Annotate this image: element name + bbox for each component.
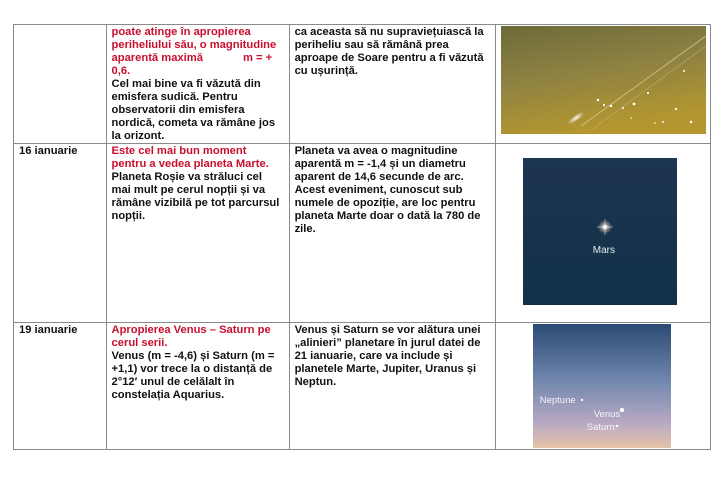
planet-label-venus: Venus [593,409,621,420]
date-cell [14,25,107,144]
detail-cell [289,144,495,323]
events-table [13,24,711,450]
image-cell [495,144,710,323]
detail-text: Venus și Saturn se vor alătura unei „alinieri” planetare în jurul datei de 21 ianuarie, care va include și planetele Marte, Jupiter, Uranus și Neptun. [294,324,481,388]
planet-label-neptune: Neptune [539,395,576,406]
mars-star-chart [523,158,677,305]
description-cell [106,144,289,323]
highlight-text: Este cel mai bun moment pentru a vedea planeta Marte. [111,145,269,170]
detail-text: ca aceasta să nu supraviețuiască la periheliu sau să rămână prea aproape de Soare pentru a fi văzută cu ușurință. [294,26,484,77]
date-cell: 19 ianuarie [14,323,107,450]
table-row [14,323,711,450]
detail-cell [289,323,495,450]
planet-label-mars: Mars [592,245,615,256]
venus-saturn-sky-chart [533,324,671,448]
description-text: Cel mai bine va fi văzută din emisfera sudică. Pentru observatorii din emisfera nordică, cometa va rămâne jos la orizont. [111,78,276,142]
image-cell [495,25,710,144]
description-text: Venus (m = -4,6) și Saturn (m = +1,1) vor trece la o distanță de 2°12′ unul de celălalt în constelația Aquarius. [111,350,275,401]
date-cell: 16 ianuarie [14,144,107,323]
highlight-text: Apropierea Venus – Saturn pe cerul serii. [111,324,271,349]
image-cell [495,323,710,450]
table-row [14,25,711,144]
description-text: Planeta Roșie va străluci cel mai mult pe cerul nopții și va rămâne vizibilă pe tot parcursul nopții. [111,171,280,222]
magnitude-text: m = + 0,6. [111,52,273,77]
comet-sky-photo [501,26,706,134]
detail-text: Planeta va avea o magnitudine aparentă m = -1,4 și un diametru aparent de 14,6 secunde de arc. Acest eveniment, cunoscut sub numele de opoziție, are loc pentru planeta Marte doar o dată la 780 de zile. [294,145,481,235]
table-row [14,144,711,323]
description-cell [106,323,289,450]
planet-label-saturn: Saturn [586,422,615,433]
detail-cell [289,25,495,144]
description-cell [106,25,289,144]
highlight-text: poate atinge în apropierea periheliului său, o magnitudine aparentă maximă [111,26,277,64]
